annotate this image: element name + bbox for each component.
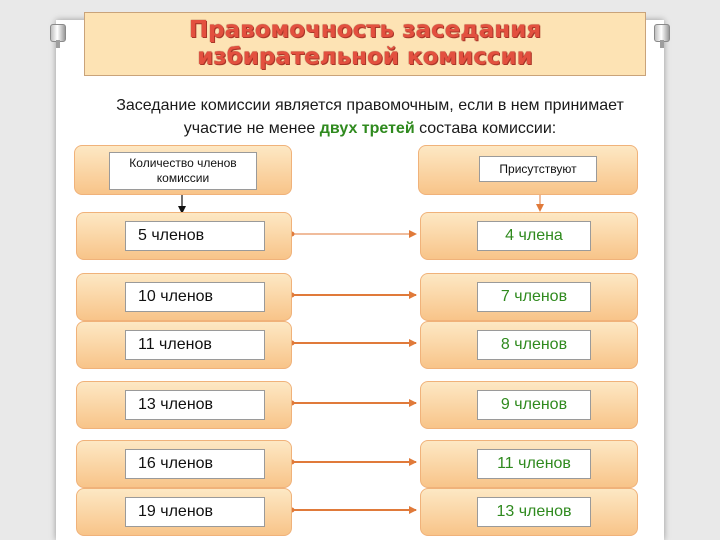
members-count: 16 членов [125,449,265,479]
row-card-members [76,440,292,488]
members-count: 5 членов [125,221,265,251]
row-card-present [420,440,638,488]
present-count: 13 членов [477,497,591,527]
row-card-members [76,488,292,536]
row-card-present [420,212,638,260]
row-card-present [420,488,638,536]
intro-highlight: двух третей [319,120,415,137]
present-count: 7 членов [477,282,591,312]
row-card-members [76,321,292,369]
header-card-present [418,145,638,195]
members-count: 13 членов [125,390,265,420]
present-count: 11 членов [477,449,591,479]
present-count: 8 членов [477,330,591,360]
intro-text-end: состава комиссии: [414,120,557,137]
row-card-members [76,273,292,321]
members-count: 10 членов [125,282,265,312]
members-count: 19 членов [125,497,265,527]
row-card-members [76,381,292,429]
row-card-present [420,273,638,321]
present-count: 9 членов [477,390,591,420]
row-card-members [76,212,292,260]
header-members-label: Количество членов комиссии [109,152,257,190]
members-count: 11 членов [125,330,265,360]
intro-text-start: Заседание комиссии является правомочным, если в нем принимает участие не менее [116,97,624,137]
present-count: 4 члена [477,221,591,251]
row-card-present [420,381,638,429]
page-title: Правомочность заседания избирательной комиссии [188,17,542,70]
header-present-label: Присутствуют [479,156,597,182]
header-card-members [74,145,292,195]
row-card-present [420,321,638,369]
